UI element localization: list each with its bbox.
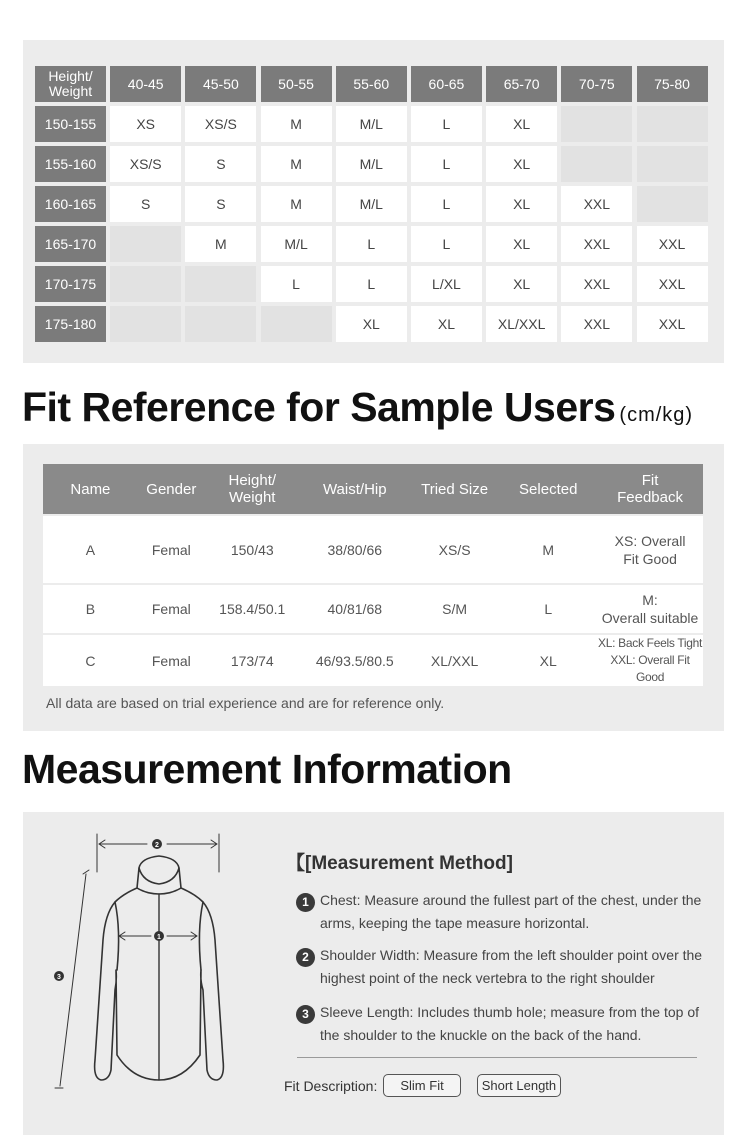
sample-users-table [43,464,703,686]
weight-header: 55-60 [336,66,407,102]
cell-tried-size: XS/S [410,515,500,584]
height-header: 155-160 [35,146,106,182]
height-header: 170-175 [35,266,106,302]
fit-reference-unit: (cm/kg) [619,404,694,426]
size-cell: S [185,186,256,222]
size-chart [23,40,724,363]
svg-text:1: 1 [157,934,161,941]
size-cell: M/L [336,146,407,182]
col-fit-feedback: Fit Feedback [597,464,703,515]
size-cell-empty [110,266,181,302]
method-item-shoulder: 2 Shoulder Width: Measure from the left shoulder point over the highest point of the neck vertebra to the right shoulder [296,944,716,990]
reference-note: All data are based on trial experience and are for reference only. [46,695,445,711]
cell-waist-hip: 46/93.5/80.5 [300,634,410,686]
size-cell-empty [637,106,708,142]
col-name: Name [43,464,138,515]
size-cell: XS/S [110,146,181,182]
number-badge: 2 [296,948,315,967]
cell-selected: M [499,515,597,584]
size-cell: XL [486,226,557,262]
size-cell: XL [486,146,557,182]
size-cell: M [261,146,332,182]
size-cell-empty [110,226,181,262]
size-cell: L/XL [411,266,482,302]
weight-header: 50-55 [261,66,332,102]
cell-height-weight: 173/74 [205,634,300,686]
height-header: 160-165 [35,186,106,222]
cell-selected: L [499,584,597,634]
weight-header: 60-65 [411,66,482,102]
size-cell-empty [261,306,332,342]
size-cell: XL [336,306,407,342]
height-header: 150-155 [35,106,106,142]
cell-feedback: XS: Overall Fit Good [597,515,703,584]
size-cell: L [411,146,482,182]
cell-tried-size: S/M [410,584,500,634]
table-row [43,584,703,634]
size-cell: M [185,226,256,262]
cell-height-weight: 150/43 [205,515,300,584]
table-row [43,515,703,584]
col-waist-hip: Waist/Hip [300,464,410,515]
size-cell-empty [561,106,632,142]
size-cell: M [261,106,332,142]
cell-gender: Femal [138,634,205,686]
size-cell: XL/XXL [486,306,557,342]
weight-header: 70-75 [561,66,632,102]
table-row [43,634,703,686]
cell-name: B [43,584,138,634]
size-cell-empty [637,186,708,222]
fit-description [284,1074,561,1097]
size-cell-empty [561,146,632,182]
size-cell: XS [110,106,181,142]
cell-name: C [43,634,138,686]
height-header: 175-180 [35,306,106,342]
cell-gender: Femal [138,584,205,634]
size-cell: L [336,226,407,262]
svg-text:3: 3 [57,974,61,981]
size-cell: L [411,186,482,222]
size-cell: XL [486,266,557,302]
col-selected: Selected [499,464,597,515]
size-cell: XL [486,186,557,222]
size-cell-empty [185,266,256,302]
size-cell: L [261,266,332,302]
cell-waist-hip: 38/80/66 [300,515,410,584]
cell-feedback: M: Overall suitable [597,584,703,634]
size-cell: L [411,226,482,262]
fit-tag-short: Short Length [477,1074,561,1097]
cell-waist-hip: 40/81/68 [300,584,410,634]
cell-selected: XL [499,634,597,686]
height-header: 165-170 [35,226,106,262]
corner-header: Height/ Weight [35,66,106,102]
size-cell: S [110,186,181,222]
size-cell: XXL [561,186,632,222]
method-title: 【[Measurement Method] [286,853,513,874]
number-badge: 3 [296,1005,315,1024]
size-cell: XXL [561,266,632,302]
fit-reference-title: Fit Reference for Sample Users [22,384,616,430]
size-cell: L [336,266,407,302]
size-cell: XXL [637,266,708,302]
jacket-diagram [43,830,243,1105]
size-cell: L [411,106,482,142]
cell-tried-size: XL/XXL [410,634,500,686]
cell-height-weight: 158.4/50.1 [205,584,300,634]
weight-header: 45-50 [185,66,256,102]
fit-tag-slim: Slim Fit [383,1074,460,1097]
size-cell: XL [411,306,482,342]
weight-header: 75-80 [637,66,708,102]
method-item-chest: 1 Chest: Measure around the fullest part of the chest, under the arms, keeping the tape measure horizontal. [296,889,716,935]
divider [297,1057,697,1058]
cell-gender: Femal [138,515,205,584]
size-cell-empty [110,306,181,342]
size-cell: M/L [336,186,407,222]
size-cell: M/L [336,106,407,142]
cell-feedback: XL: Back Feels Tight XXL: Overall Fit Good [598,636,703,684]
size-cell: M/L [261,226,332,262]
measurement-panel [23,812,724,1135]
sample-users-panel [23,444,724,731]
svg-text:2: 2 [155,842,159,849]
size-cell: XS/S [185,106,256,142]
size-cell-empty [185,306,256,342]
size-cell: XL [486,106,557,142]
col-tried-size: Tried Size [410,464,500,515]
fit-description-label: Fit Description: [284,1077,378,1094]
col-gender: Gender [138,464,205,515]
size-grid [35,66,708,342]
weight-header: 40-45 [110,66,181,102]
number-badge: 1 [296,893,315,912]
measurement-heading: Measurement Information [22,746,512,792]
size-cell-empty [637,146,708,182]
size-cell: XXL [561,306,632,342]
size-cell: S [185,146,256,182]
fit-reference-heading [22,384,693,431]
size-cell: XXL [561,226,632,262]
size-cell: XXL [637,306,708,342]
col-height-weight: Height/ Weight [205,464,300,515]
size-cell: XXL [637,226,708,262]
method-item-sleeve: 3 Sleeve Length: Includes thumb hole; measure from the top of the shoulder to the knuckle on the back of the hand. [296,1001,716,1047]
table-header-row [43,464,703,515]
weight-header: 65-70 [486,66,557,102]
size-cell: M [261,186,332,222]
cell-name: A [43,515,138,584]
